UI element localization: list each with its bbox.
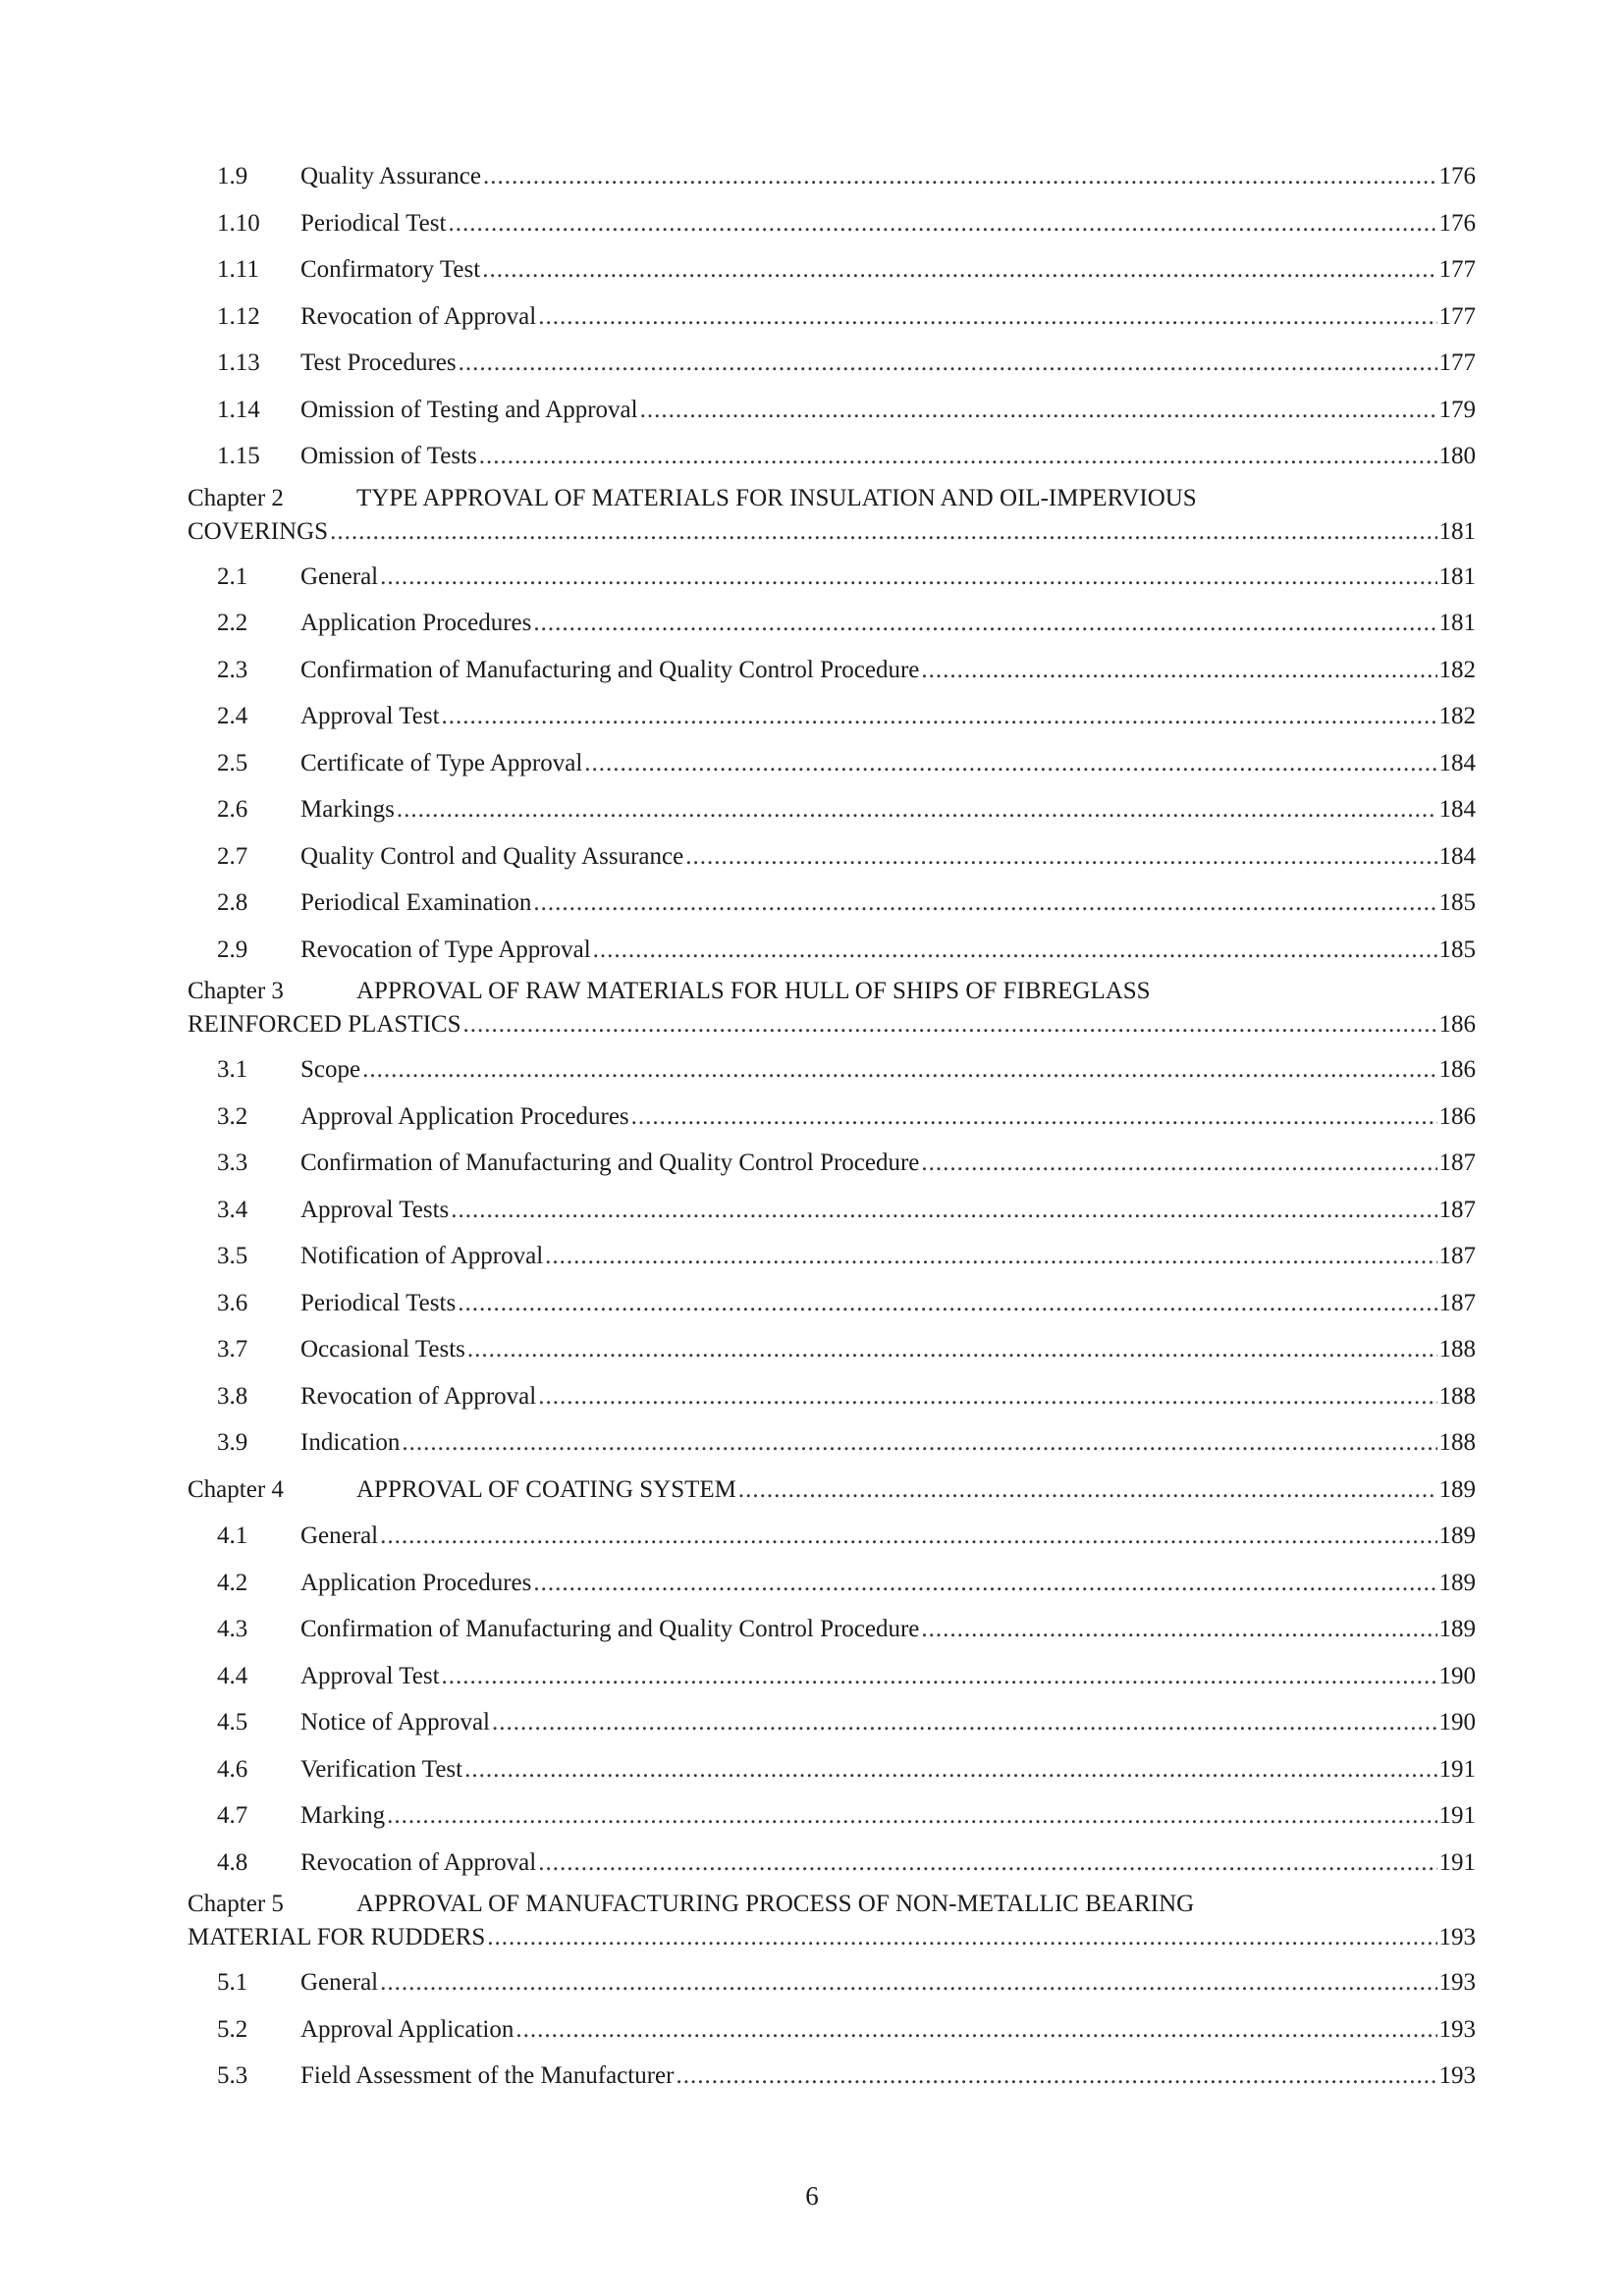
toc-entry xyxy=(188,294,1476,341)
toc-entry xyxy=(188,554,1476,601)
section-title: Field Assessment of the Manufacturer xyxy=(300,2062,675,2089)
section-number: 2.2 xyxy=(217,610,248,636)
dot-leader xyxy=(397,786,1437,833)
toc-entry xyxy=(188,647,1476,694)
section-number: 4.6 xyxy=(217,1755,248,1783)
section-title: Confirmation of Manufacturing and Quality Control Procedure xyxy=(300,656,920,683)
section-number: 4.8 xyxy=(217,1848,248,1876)
section-title: Scope xyxy=(300,1056,361,1083)
dot-leader xyxy=(921,647,1436,694)
toc-entry xyxy=(188,1187,1476,1234)
section-title: Omission of Testing and Approval xyxy=(300,396,638,423)
page-reference: 180 xyxy=(1438,443,1476,469)
chapter-label: Chapter 3 xyxy=(188,978,284,1004)
toc-entry xyxy=(188,927,1476,974)
chapter-title: TYPE APPROVAL OF MATERIALS FOR INSULATION AND OIL-IMPERVIOUS xyxy=(356,484,1197,511)
section-title: Notice of Approval xyxy=(300,1709,491,1735)
toc-entry xyxy=(188,1792,1476,1840)
section-title: Periodical Tests xyxy=(300,1289,457,1316)
section-title: Omission of Tests xyxy=(300,443,477,469)
page-reference: 193 xyxy=(1438,2015,1476,2043)
section-title: Quality Assurance xyxy=(300,163,481,189)
section-number: 5.3 xyxy=(217,2062,248,2089)
section-title: Periodical Test xyxy=(300,209,447,237)
page-reference: 189 xyxy=(1438,1522,1476,1549)
page-reference: 177 xyxy=(1438,256,1476,283)
section-title: Approval Test xyxy=(300,1662,440,1689)
toc-entry xyxy=(188,1606,1476,1653)
section-number: 2.4 xyxy=(217,703,248,729)
section-number: 3.4 xyxy=(217,1196,248,1223)
dot-leader xyxy=(459,340,1437,387)
page-reference: 188 xyxy=(1438,1336,1476,1362)
section-number: 2.3 xyxy=(217,656,248,683)
section-title: Approval Test xyxy=(300,703,440,729)
toc-entry xyxy=(188,340,1476,387)
dot-leader xyxy=(538,294,1436,341)
dot-leader xyxy=(631,1094,1437,1141)
page-number: 6 xyxy=(805,2181,819,2211)
section-number: 2.7 xyxy=(217,842,248,870)
section-title: Quality Control and Quality Assurance xyxy=(300,842,684,870)
toc-entry xyxy=(188,200,1476,247)
page-reference: 190 xyxy=(1438,1662,1476,1689)
section-number: 4.5 xyxy=(217,1709,248,1735)
page-reference: 185 xyxy=(1438,889,1476,916)
dot-leader xyxy=(545,1233,1436,1280)
page-reference: 187 xyxy=(1438,1149,1476,1176)
page-reference: 182 xyxy=(1438,656,1476,683)
dot-leader xyxy=(448,200,1436,247)
section-number: 1.13 xyxy=(217,349,260,376)
page-reference: 191 xyxy=(1438,1755,1476,1783)
toc-entry xyxy=(188,387,1476,434)
section-number: 1.9 xyxy=(217,163,248,189)
section-title: General xyxy=(300,1969,379,1996)
section-number: 3.2 xyxy=(217,1102,248,1130)
section-number: 5.2 xyxy=(217,2015,248,2043)
toc-chapter-entry xyxy=(188,1467,1476,1514)
section-number: 2.5 xyxy=(217,749,248,776)
dot-leader xyxy=(387,1792,1436,1840)
section-title: Application Procedures xyxy=(300,610,532,636)
section-title: Markings xyxy=(300,796,395,823)
section-title: Notification of Approval xyxy=(300,1243,544,1269)
section-title: Approval Application xyxy=(300,2015,514,2043)
section-title: Approval Tests xyxy=(300,1196,450,1223)
page-reference: 176 xyxy=(1438,163,1476,189)
table-of-contents xyxy=(188,153,1476,2100)
dot-leader xyxy=(464,1746,1436,1793)
toc-entry xyxy=(188,246,1476,294)
section-number: 4.2 xyxy=(217,1569,248,1596)
section-title: Application Procedures xyxy=(300,1569,532,1596)
page-reference: 181 xyxy=(1438,610,1476,636)
toc-chapter-entry xyxy=(188,482,1476,551)
dot-leader xyxy=(451,1187,1436,1234)
page-reference: 184 xyxy=(1438,796,1476,823)
toc-entry xyxy=(188,1373,1476,1420)
chapter-title: APPROVAL OF MANUFACTURING PROCESS OF NON-METALLIC BEARING xyxy=(356,1891,1195,1917)
section-title: General xyxy=(300,1522,379,1549)
page-reference: 191 xyxy=(1438,1848,1476,1876)
dot-leader xyxy=(442,693,1437,740)
section-number: 4.4 xyxy=(217,1662,248,1689)
section-title: General xyxy=(300,562,379,590)
toc-entry xyxy=(188,1280,1476,1327)
section-title: Test Procedures xyxy=(300,349,457,376)
dot-leader xyxy=(467,1326,1437,1373)
section-number: 2.1 xyxy=(217,562,248,590)
page-reference: 177 xyxy=(1438,302,1476,330)
page-reference: 191 xyxy=(1438,1802,1476,1829)
page-reference: 188 xyxy=(1438,1429,1476,1456)
dot-leader xyxy=(538,1840,1436,1887)
dot-leader xyxy=(584,740,1436,787)
chapter-label: Chapter 5 xyxy=(188,1891,284,1917)
page-reference: 186 xyxy=(1438,1011,1476,1038)
toc-entry xyxy=(188,1699,1476,1746)
page-reference: 187 xyxy=(1438,1289,1476,1316)
page-reference: 176 xyxy=(1438,209,1476,237)
section-number: 3.8 xyxy=(217,1382,248,1410)
dot-leader xyxy=(482,246,1436,294)
toc-chapter-entry xyxy=(188,1888,1476,1956)
toc-entry xyxy=(188,600,1476,647)
page-reference: 181 xyxy=(1438,562,1476,590)
chapter-label: Chapter 4 xyxy=(188,1475,284,1503)
chapter-title-continued: REINFORCED PLASTICS xyxy=(188,1011,461,1038)
toc-entry xyxy=(188,1746,1476,1793)
toc-entry xyxy=(188,1140,1476,1187)
dot-leader xyxy=(330,515,1436,549)
toc-chapter-entry xyxy=(188,975,1476,1043)
dot-leader xyxy=(402,1419,1436,1467)
page-reference: 186 xyxy=(1438,1056,1476,1083)
section-title: Revocation of Approval xyxy=(300,1382,537,1410)
section-number: 4.1 xyxy=(217,1522,248,1549)
page-reference: 181 xyxy=(1438,517,1476,545)
page-reference: 187 xyxy=(1438,1243,1476,1269)
chapter-label: Chapter 2 xyxy=(188,484,284,511)
page-reference: 184 xyxy=(1438,749,1476,776)
section-number: 1.12 xyxy=(217,302,260,330)
page-reference: 187 xyxy=(1438,1196,1476,1223)
page-reference: 193 xyxy=(1438,1924,1476,1950)
dot-leader xyxy=(463,1008,1437,1041)
toc-entry xyxy=(188,2006,1476,2054)
dot-leader xyxy=(380,1513,1436,1560)
section-number: 3.9 xyxy=(217,1429,248,1456)
section-number: 3.3 xyxy=(217,1149,248,1176)
toc-entry xyxy=(188,433,1476,480)
toc-entry xyxy=(188,1419,1476,1467)
chapter-title-continued: MATERIAL FOR RUDDERS xyxy=(188,1924,486,1950)
chapter-title: APPROVAL OF COATING SYSTEM xyxy=(356,1475,736,1503)
section-title: Revocation of Approval xyxy=(300,302,537,330)
section-title: Marking xyxy=(300,1802,386,1829)
section-number: 1.15 xyxy=(217,443,260,469)
section-number: 3.1 xyxy=(217,1056,248,1083)
dot-leader xyxy=(676,2053,1436,2100)
section-title: Confirmatory Test xyxy=(300,256,481,283)
section-title: Revocation of Approval xyxy=(300,1848,537,1876)
section-number: 2.6 xyxy=(217,796,248,823)
toc-entry xyxy=(188,833,1476,881)
dot-leader xyxy=(442,1653,1437,1700)
dot-leader xyxy=(685,833,1436,881)
page-reference: 189 xyxy=(1438,1475,1476,1503)
section-title: Verification Test xyxy=(300,1755,463,1783)
section-title: Confirmation of Manufacturing and Quality Control Procedure xyxy=(300,1149,920,1176)
toc-entry xyxy=(188,1653,1476,1700)
dot-leader xyxy=(921,1140,1436,1187)
section-number: 3.7 xyxy=(217,1336,248,1362)
section-number: 4.3 xyxy=(217,1616,248,1642)
page-reference: 177 xyxy=(1438,349,1476,376)
chapter-title-continued: COVERINGS xyxy=(188,517,329,545)
toc-entry xyxy=(188,1840,1476,1887)
toc-entry xyxy=(188,2053,1476,2100)
toc-entry xyxy=(188,1560,1476,1607)
page-reference: 188 xyxy=(1438,1382,1476,1410)
dot-leader xyxy=(380,554,1436,601)
dot-leader xyxy=(380,1959,1436,2006)
dot-leader xyxy=(479,433,1437,480)
page-reference: 193 xyxy=(1438,1969,1476,1996)
toc-entry xyxy=(188,1513,1476,1560)
chapter-title: APPROVAL OF RAW MATERIALS FOR HULL OF SHIPS OF FIBREGLASS xyxy=(356,978,1151,1004)
dot-leader xyxy=(362,1046,1436,1094)
page-reference: 185 xyxy=(1438,935,1476,963)
section-number: 1.10 xyxy=(217,209,260,237)
section-title: Occasional Tests xyxy=(300,1336,465,1362)
section-title: Revocation of Type Approval xyxy=(300,935,591,963)
dot-leader xyxy=(483,153,1437,200)
section-number: 1.14 xyxy=(217,396,260,423)
toc-entry xyxy=(188,1094,1476,1141)
dot-leader xyxy=(533,1560,1436,1607)
page-reference: 189 xyxy=(1438,1616,1476,1642)
section-number: 4.7 xyxy=(217,1802,248,1829)
section-title: Confirmation of Manufacturing and Quality Control Procedure xyxy=(300,1616,920,1642)
page-reference: 189 xyxy=(1438,1569,1476,1596)
page-reference: 184 xyxy=(1438,842,1476,870)
section-title: Periodical Examination xyxy=(300,889,532,916)
toc-entry xyxy=(188,153,1476,200)
toc-entry xyxy=(188,880,1476,927)
section-title: Approval Application Procedures xyxy=(300,1102,629,1130)
toc-entry xyxy=(188,1959,1476,2006)
section-title: Indication xyxy=(300,1429,401,1456)
page-reference: 182 xyxy=(1438,703,1476,729)
dot-leader xyxy=(921,1606,1436,1653)
section-number: 3.6 xyxy=(217,1289,248,1316)
dot-leader xyxy=(533,880,1436,927)
toc-entry xyxy=(188,740,1476,787)
dot-leader xyxy=(593,927,1437,974)
dot-leader xyxy=(492,1699,1436,1746)
toc-entry xyxy=(188,1233,1476,1280)
dot-leader xyxy=(458,1280,1436,1327)
page-reference: 193 xyxy=(1438,2062,1476,2089)
dot-leader xyxy=(515,2006,1436,2054)
section-number: 5.1 xyxy=(217,1969,248,1996)
dot-leader xyxy=(640,387,1437,434)
toc-entry xyxy=(188,693,1476,740)
toc-entry xyxy=(188,1046,1476,1094)
section-number: 3.5 xyxy=(217,1243,248,1269)
section-title: Certificate of Type Approval xyxy=(300,749,583,776)
toc-entry xyxy=(188,786,1476,833)
page-reference: 179 xyxy=(1438,396,1476,423)
page-reference: 190 xyxy=(1438,1709,1476,1735)
dot-leader xyxy=(738,1467,1437,1514)
dot-leader xyxy=(487,1921,1436,1954)
dot-leader xyxy=(538,1373,1436,1420)
page-reference: 186 xyxy=(1438,1102,1476,1130)
section-number: 2.8 xyxy=(217,889,248,916)
dot-leader xyxy=(533,600,1436,647)
section-number: 2.9 xyxy=(217,935,248,963)
section-number: 1.11 xyxy=(217,256,259,283)
toc-entry xyxy=(188,1326,1476,1373)
